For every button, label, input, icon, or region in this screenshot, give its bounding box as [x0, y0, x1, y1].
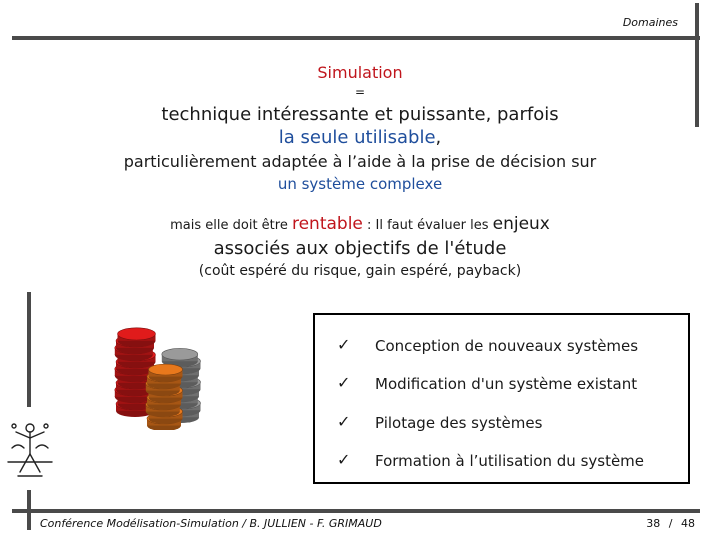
only-usable-comma: , [435, 127, 442, 148]
list-item [315, 412, 688, 436]
rentable-line-2: associés aux objectifs de l'étude [213, 238, 507, 259]
list-item-label: Formation à l’utilisation du système [375, 452, 645, 470]
orange-coin-stack [146, 364, 183, 430]
left-vertical-rule-upper [27, 292, 31, 407]
page-number [600, 517, 695, 530]
application-checklist [313, 313, 690, 484]
footer-credit: Conférence Modélisation-Simulation / B. JULLIEN - F. GRIMAUD [40, 517, 382, 530]
list-item [315, 335, 688, 359]
page-total: 48 [681, 517, 695, 530]
definition-line-3: particulièrement adaptée à l’aide à la prise de décision sur [123, 152, 597, 171]
rentable-middle: : Il faut évaluer les [362, 218, 493, 233]
complex-system-text: un système complexe [277, 175, 443, 193]
definition-line-1: technique intéressante et puissante, parfois [161, 104, 559, 125]
definition-line-2 [0, 127, 720, 148]
list-item [315, 450, 688, 474]
list-item [315, 373, 688, 397]
coin-stacks-illustration [108, 318, 218, 430]
enjeux-word: enjeux [492, 214, 550, 234]
section-label: Domaines [622, 16, 678, 29]
top-rule [12, 36, 700, 40]
list-item-label: Pilotage des systèmes [375, 414, 543, 432]
check-icon: ✓ [337, 450, 351, 469]
juggler-logo-icon [4, 418, 56, 480]
rentable-prefix: mais elle doit être [170, 218, 292, 233]
equals-sign: = [354, 85, 366, 99]
rentable-word: rentable [291, 214, 363, 234]
only-usable-text: la seule utilisable [278, 127, 436, 148]
list-item-label: Modification d'un système existant [375, 375, 638, 393]
coin-face [162, 348, 198, 360]
coin-face [149, 364, 183, 375]
list-item-label: Conception de nouveaux systèmes [375, 337, 639, 355]
page-current: 38 [646, 517, 661, 530]
page-separator: / [668, 517, 673, 530]
bottom-rule [12, 509, 700, 513]
check-icon: ✓ [337, 412, 351, 431]
check-icon: ✓ [337, 335, 351, 354]
check-icon: ✓ [337, 373, 351, 392]
simulation-heading: Simulation [317, 63, 403, 82]
coin-face [118, 328, 156, 340]
rentable-line-3: (coût espéré du risque, gain espéré, payback) [198, 263, 522, 279]
rentable-line-1 [0, 214, 720, 234]
